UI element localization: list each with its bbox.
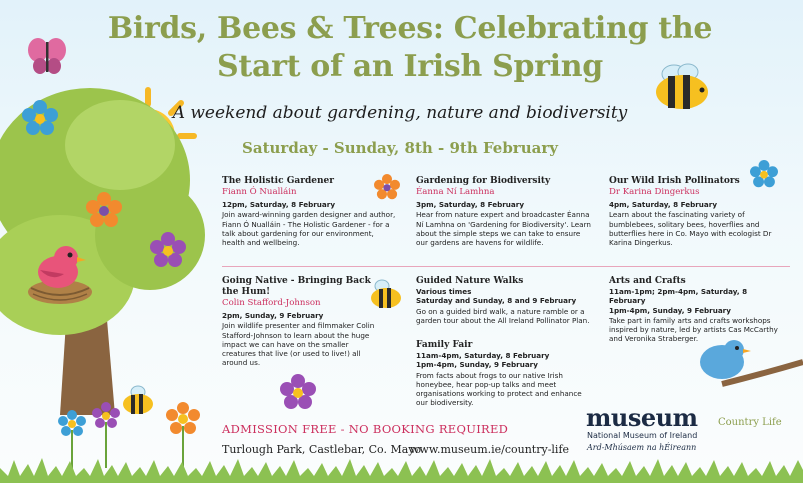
event-dates: Saturday - Sunday, 8th - 9th February: [242, 139, 558, 157]
section-divider: [222, 266, 790, 267]
event-description: Join award-winning garden designer and author, Fiann Ó Nualláin - The Holistic Gardener - for a talk about gardening for our environment, health and wellbeing.: [222, 210, 396, 248]
bird-icon: [32, 242, 88, 292]
event-description: From facts about frogs to our native Irish honeybee, hear pop-up talks and meet organisations working to protect and enhance our biodiversity.: [416, 370, 582, 408]
grass-border: [0, 456, 803, 483]
event-time: 4pm, Saturday, 8 February: [609, 200, 718, 209]
event-description: Take part in family arts and crafts workshops inspired by nature, led by artists Cas McCarthy and Veronika Straberger.: [609, 315, 778, 344]
event-title: The Holistic Gardener: [222, 176, 334, 186]
event-description: Join wildlife presenter and filmmaker Colin Stafford-Johnson to learn about the huge impact we can have on the smaller creatures that live (or used to live!) all around us.: [222, 321, 375, 368]
venue-address: Turlough Park, Castlebar, Co. Mayo: [222, 443, 422, 456]
event-time: 11am-4pm, Saturday, 8 February 1pm-4pm, Sunday, 9 February: [416, 351, 550, 370]
event-title: Going Native - Bringing Back the Hum!: [222, 276, 371, 297]
event-description: Go on a guided bird walk, a nature ramble or a garden tour about the All Ireland Pollinator Plan.: [416, 306, 590, 325]
flower-icon: [150, 232, 186, 268]
event-time: Various times Saturday and Sunday, 8 and 9 February: [416, 287, 577, 306]
event-family-fair: [416, 340, 594, 408]
event-time: 3pm, Saturday, 8 February: [416, 200, 525, 209]
museum-logo: museum: [586, 403, 698, 432]
event-title: Family Fair: [416, 340, 473, 350]
event-title: Gardening for Biodiversity: [416, 176, 551, 186]
event-presenter: Colin Stafford-Johnson: [222, 298, 321, 308]
event-arts-and-crafts: [609, 276, 784, 344]
admission-notice: ADMISSION FREE - NO BOOKING REQUIRED: [222, 422, 509, 436]
flower-icon: [280, 374, 316, 410]
flower-icon: [86, 192, 122, 228]
event-time: 2pm, Sunday, 9 February: [222, 311, 324, 320]
event-guided-nature-walks: [416, 276, 594, 325]
title-line-1: Birds, Bees & Trees: Celebrating the: [107, 11, 713, 46]
event-title: Arts and Crafts: [609, 276, 686, 286]
butterfly-icon: [26, 36, 68, 76]
event-time: 12pm, Saturday, 8 February: [222, 200, 336, 209]
event-presenter: Éanna Ní Lamhna: [416, 187, 495, 197]
page-title: [90, 10, 730, 86]
event-title: Our Wild Irish Pollinators: [609, 176, 740, 186]
museum-name: National Museum of Ireland: [587, 431, 698, 440]
title-line-2: Start of an Irish Spring: [217, 49, 603, 84]
subtitle: A weekend about gardening, nature and biodiversity: [172, 103, 628, 123]
event-presenter: Dr Karina Dingerkus: [609, 187, 700, 197]
event-wild-irish-pollinators: [609, 176, 781, 247]
event-going-native: [222, 276, 382, 368]
event-description: Hear from nature expert and broadcaster Éanna Ní Lamhna on 'Gardening for Biodiversity'. Learn about the simple steps we can take to ensure our gardens are havens for wildlife.: [416, 210, 591, 248]
branch-name: Country Life: [718, 417, 782, 428]
event-holistic-gardener: [222, 176, 398, 247]
event-description: Learn about the fascinating variety of bumblebees, solitary bees, hoverflies and butterflies here in Co. Mayo with ecologist Dr Karina Dingerkus.: [609, 210, 772, 248]
event-title: Guided Nature Walks: [416, 276, 524, 286]
website-link[interactable]: www.museum.ie/country-life: [410, 443, 570, 456]
event-gardening-biodiversity: [416, 176, 592, 247]
event-time: 11am-1pm; 2pm-4pm, Saturday, 8 February 1pm-4pm, Sunday, 9 February: [609, 287, 748, 315]
flower-icon: [22, 100, 58, 136]
bee-icon: [120, 384, 156, 416]
event-presenter: Fiann Ó Nualláin: [222, 187, 297, 197]
museum-irish-name: Ard-Mhúsaem na hÉireann: [587, 443, 697, 452]
